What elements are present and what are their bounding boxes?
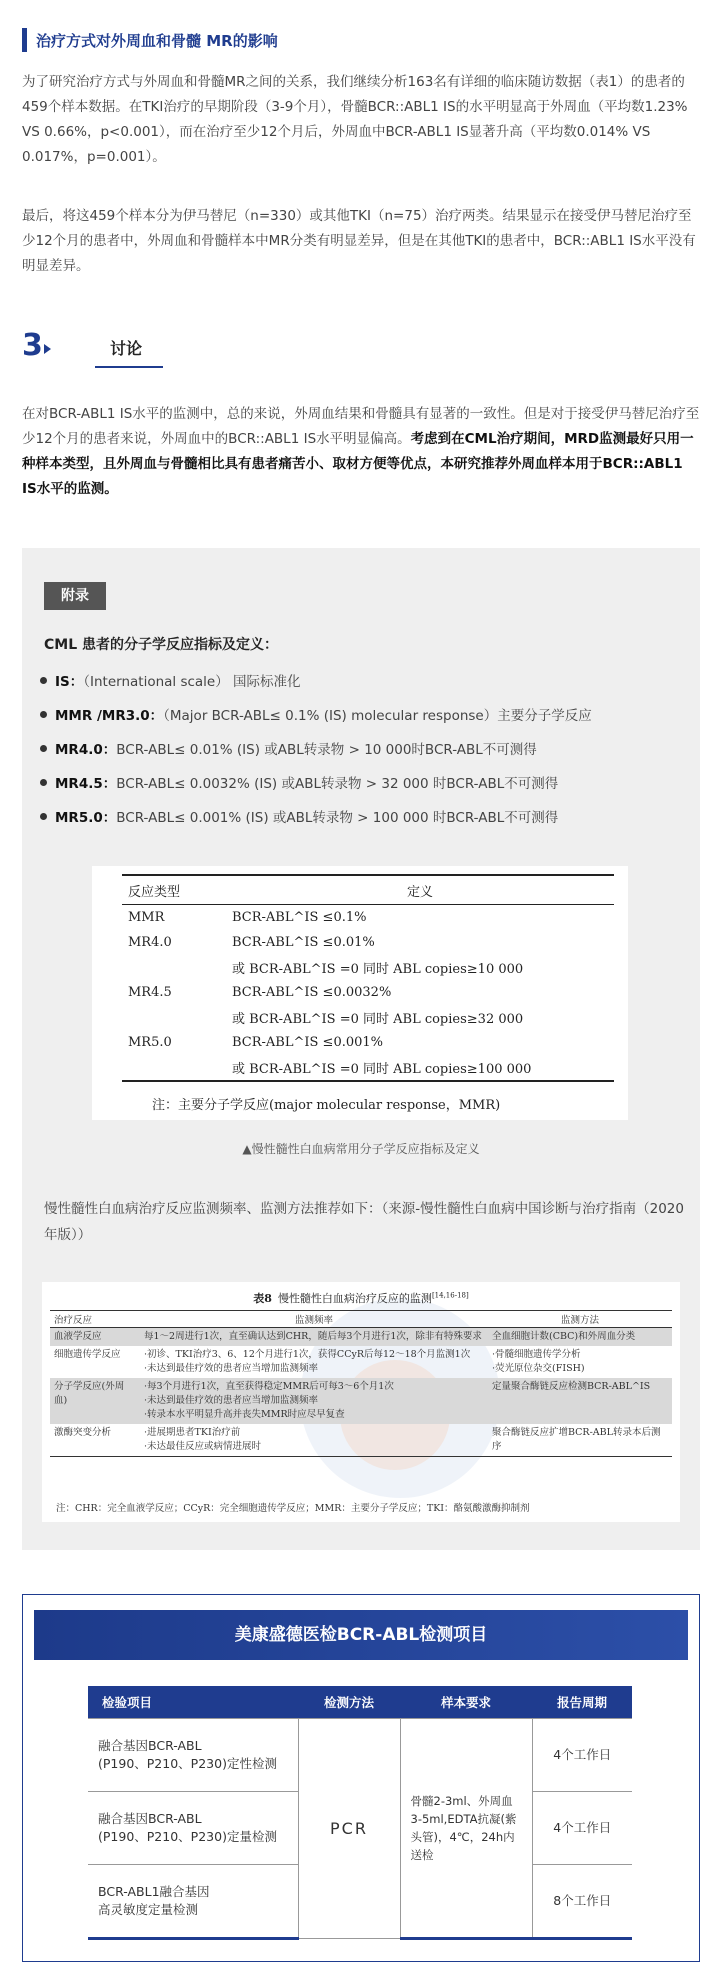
table-row: [50, 1424, 672, 1457]
product-sample: 骨髓2-3ml、外周血3-5ml,EDTA抗凝(紫头管)，4℃，24h内送检: [400, 1719, 532, 1939]
bullet-dot-icon: [40, 745, 47, 752]
table-cell: 或 BCR-ABL^IS =0 同时 ABL copies≥100 000: [226, 1055, 614, 1081]
discussion-title: 讨论: [110, 339, 143, 358]
bullet-desc: （International scale） 国际标准化: [83, 674, 301, 690]
table-row: [50, 1328, 672, 1347]
table-row: [122, 1055, 614, 1081]
table-row: [50, 1378, 672, 1424]
table-cell: 血液学反应: [50, 1328, 140, 1347]
table-cell: MR5.0: [128, 1035, 172, 1050]
table-cell: 激酶突变分析: [50, 1424, 140, 1457]
bullet-dot-icon: [40, 677, 47, 684]
appendix-tag: 附录: [44, 582, 106, 610]
table-note: 注：CHR：完全血液学反应；CCyR：完全细胞遗传学反应；MMR：主要分子学反应；TKI：酪氨酸激酶抑制剂: [56, 1503, 530, 1514]
section-paragraph-1: 为了研究治疗方式与外周血和骨髓MR之间的关系，我们继续分析163名有详细的临床随访数据（表1）的患者的459个样本数据。在TKI治疗的早期阶段（3-9个月），骨髓BCR::ABL1 IS的水平明显高于外周血（平均数1.23% VS 0.66%，p<0.001），而在治疗至少12个月后，外周血中BCR-ABL1 IS显著升高（平均数0.014% VS 0.017%，p=0.001）。: [22, 74, 688, 165]
table-cell: BCR-ABL^IS ≤0.001%: [232, 1035, 384, 1050]
discussion-paragraph: [22, 402, 700, 502]
table-cell: ·骨髓细胞遗传学分析 ·荧光原位杂交(FISH): [492, 1349, 585, 1374]
table-cell: 或 BCR-ABL^IS =0 同时 ABL copies≥32 000: [232, 1012, 524, 1027]
monitoring-paragraph: 慢性髓性白血病治疗反应监测频率、监测方法推荐如下：（来源-慢性髓性白血病中国诊断与治疗指南（2020年版））: [44, 1201, 684, 1243]
table-cell: 全血细胞计数(CBC)和外周血分类: [488, 1328, 672, 1347]
bullet-item: [40, 806, 558, 826]
table-cell: 聚合酶链反应扩增BCR-ABL转录本后测序: [488, 1424, 672, 1457]
table-cell: MR4.5: [128, 985, 172, 1000]
monitoring-table-title: [42, 1290, 680, 1306]
product-method: PCR: [298, 1719, 400, 1939]
discussion-underline: [95, 366, 163, 368]
table-row: [122, 1005, 614, 1030]
table-reference: [14,16-18]: [431, 1291, 469, 1300]
bullet-desc: BCR-ABL≤ 0.01% (IS) 或ABL转录物 > 10 000时BCR-ABL不可测得: [116, 742, 537, 758]
table-label: 表8: [253, 1292, 272, 1305]
bullet-dot-icon: [40, 813, 47, 820]
table-cell: [122, 955, 226, 980]
table-row: [50, 1346, 672, 1378]
table-cell: BCR-ABL^IS ≤0.01%: [232, 935, 375, 950]
bullet-item: [40, 772, 558, 792]
product-item-name: BCR-ABL1融合基因 高灵敏度定量检测: [88, 1865, 298, 1939]
table-header: 检测方法: [298, 1686, 400, 1719]
table-title-text: 慢性髓性白血病治疗反应的监测: [277, 1292, 432, 1305]
table-header: 治疗反应: [50, 1311, 140, 1328]
product-period: 8个工作日: [532, 1865, 632, 1939]
table-row: [122, 930, 614, 955]
product-period: 4个工作日: [532, 1792, 632, 1865]
table-header: 监测频率: [140, 1311, 488, 1328]
table-cell: [122, 1055, 226, 1081]
table-cell: 分子学反应(外周血): [50, 1378, 140, 1424]
table-row: [88, 1719, 632, 1792]
table-row: [122, 980, 614, 1005]
table-cell: 定量聚合酶链反应检测BCR-ABL^IS: [488, 1378, 672, 1424]
discussion-bold-text: 考虑到在CML治疗期间，MRD监测最好只用一种样本类型，且外周血与骨髓相比具有患者痛苦小、取材方便等优点，本研究推荐外周血样本用于BCR::ABL1 IS水平的监测。: [22, 431, 694, 497]
table-header: 监测方法: [488, 1311, 672, 1328]
table-cell: ·每3个月进行1次，直至获得稳定MMR后可每3～6个月1次 ·未达到最佳疗效的患者应当增加监测频率 ·转录本水平明显升高并丧失MMR时应尽早复查: [140, 1378, 488, 1424]
definitions-title: CML 患者的分子学反应指标及定义：: [44, 637, 279, 653]
table-cell: MMR: [128, 910, 165, 925]
product-item-name: 融合基因BCR-ABL (P190、P210、P230)定量检测: [88, 1792, 298, 1865]
bullet-term: MR4.0：: [55, 742, 117, 758]
section-paragraph-2: 最后，将这459个样本分为伊马替尼（n=330）或其他TKI（n=75）治疗两类。结果显示在接受伊马替尼治疗至少12个月的患者中，外周血和骨髓样本中MR分类有明显差异，但是在其他TKI的患者中，BCR::ABL1 IS水平没有明显差异。: [22, 208, 696, 274]
discussion-number: 3: [22, 328, 43, 363]
bullet-dot-icon: [40, 711, 47, 718]
section-accent-bar: [22, 28, 27, 52]
table-cell: 或 BCR-ABL^IS =0 同时 ABL copies≥10 000: [232, 962, 524, 977]
table-cell: BCR-ABL^IS ≤0.1%: [232, 910, 367, 925]
bullet-desc: BCR-ABL≤ 0.001% (IS) 或ABL转录物 > 100 000 时BCR-ABL不可测得: [116, 810, 559, 826]
bullet-item: [40, 670, 301, 690]
bullet-item: [40, 704, 592, 724]
bullet-term: MMR /MR3.0：: [55, 708, 164, 724]
discussion-text: 在对BCR-ABL1 IS水平的监测中，总的来说，外周血结果和骨髓具有显著的一致性。但是对于接受伊马替尼治疗至少12个月的患者来说，外周血中的BCR::ABL1 IS水平明显偏高。: [22, 406, 700, 447]
definition-table: [122, 874, 614, 1082]
product-banner: 美康盛德医检BCR-ABL检测项目: [34, 1610, 688, 1660]
table-header: 定义: [226, 875, 614, 905]
table-cell: [122, 1005, 226, 1030]
table-header: 报告周期: [532, 1686, 632, 1719]
table-row: [122, 1030, 614, 1055]
table-cell: MR4.0: [128, 935, 172, 950]
table-caption: ▲慢性髓性白血病常用分子学反应指标及定义: [242, 1142, 480, 1156]
table-cell: 每1～2周进行1次，直至确认达到CHR，随后每3个月进行1次，除非有特殊要求: [140, 1328, 488, 1347]
table-row: [122, 955, 614, 980]
table-cell: ·进展期患者TKI治疗前 ·未达最佳反应或病情进展时: [140, 1424, 488, 1457]
table-note: 注：主要分子学反应(major molecular response，MMR): [152, 1098, 501, 1113]
table-cell: BCR-ABL^IS ≤0.0032%: [232, 985, 392, 1000]
table-cell: 细胞遗传学反应: [54, 1349, 121, 1360]
triangle-arrow-icon: [44, 344, 51, 354]
bullet-desc: BCR-ABL≤ 0.0032% (IS) 或ABL转录物 > 32 000 时BCR-ABL不可测得: [116, 776, 559, 792]
table-cell: ·初诊、TKI治疗3、6、12个月进行1次，获得CCyR后每12～18个月监测1次 ·未达到最佳疗效的患者应当增加监测频率: [144, 1349, 471, 1374]
table-header: 反应类型: [122, 875, 226, 905]
table-header: 样本要求: [400, 1686, 532, 1719]
section-title: 治疗方式对外周血和骨髓 MR的影响: [36, 32, 278, 50]
bullet-desc: （Major BCR-ABL≤ 0.1% (IS) molecular response）主要分子学反应: [163, 708, 592, 724]
table-header: 检验项目: [88, 1686, 298, 1719]
product-item-name: 融合基因BCR-ABL (P190、P210、P230)定性检测: [88, 1719, 298, 1792]
bullet-term: MR5.0：: [55, 810, 117, 826]
bullet-term: IS：: [55, 674, 84, 690]
bullet-item: [40, 738, 537, 758]
product-period: 4个工作日: [532, 1719, 632, 1792]
monitoring-table: [50, 1310, 672, 1457]
bullet-dot-icon: [40, 779, 47, 786]
product-table: [88, 1686, 632, 1940]
table-row: [122, 905, 614, 931]
bullet-term: MR4.5：: [55, 776, 117, 792]
